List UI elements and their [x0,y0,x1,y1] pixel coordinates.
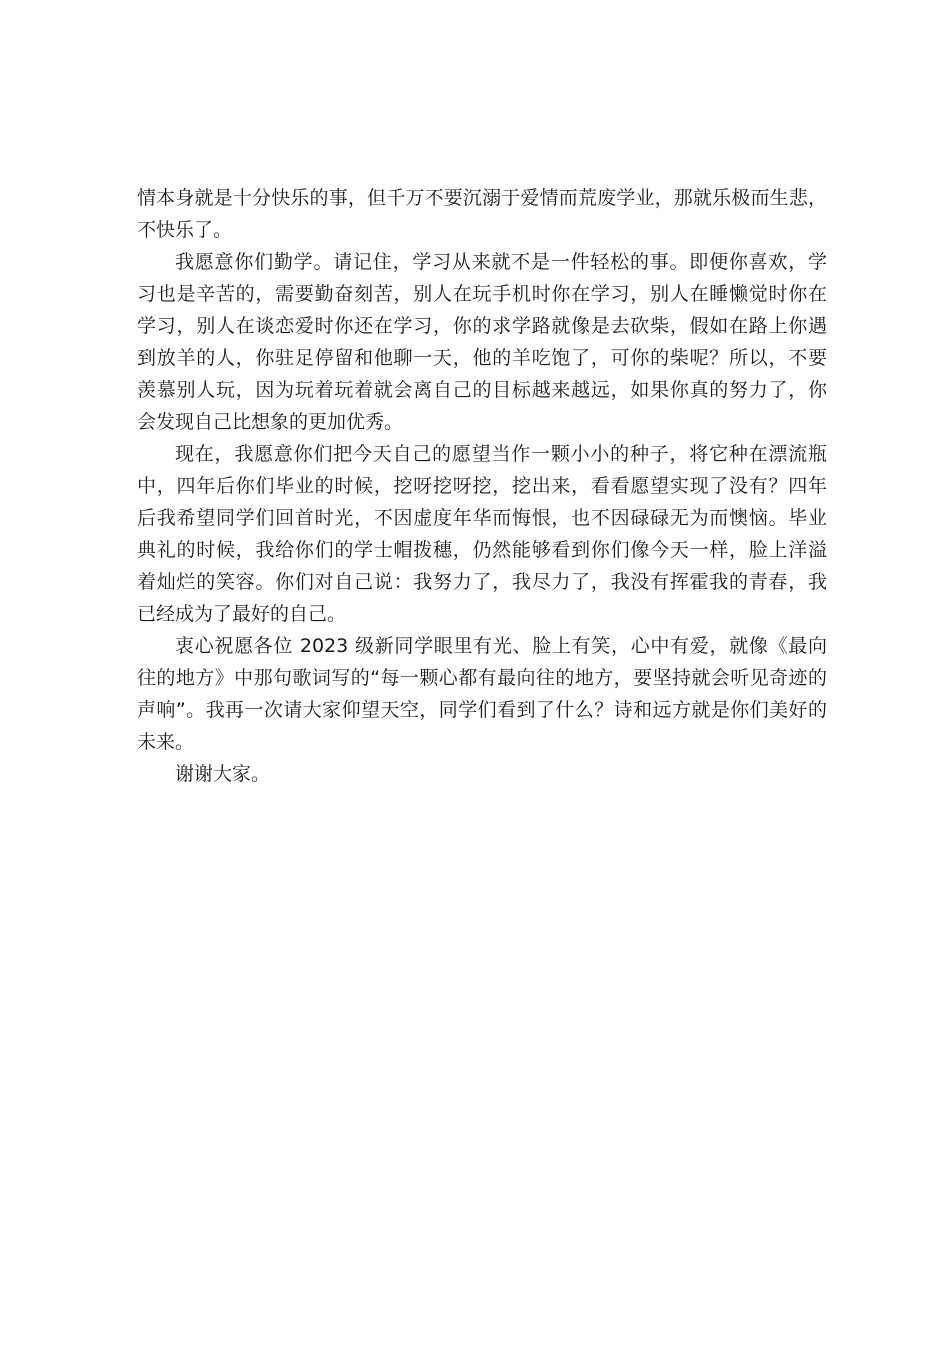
text-line: 已经成为了最好的自己。 [137,603,347,625]
speech-text [137,182,827,790]
text-line: 着灿烂的笑容。你们对自己说：我努力了，我尽力了，我没有挥霍我的青春，我 [137,571,827,593]
text-line: 羡慕别人玩，因为玩着玩着就会离自己的目标越来越远，如果你真的努力了，你 [137,379,827,401]
paragraph-start-line: 现在，我愿意你们把今天自己的愿望当作一颗小小的种子，将它种在漂流瓶 [175,443,827,465]
paragraph-start-line: 衷心祝愿各位 2023 级新同学眼里有光、脸上有笑，心中有爱，就像《最向 [175,635,827,657]
text-line: 情本身就是十分快乐的事，但千万不要沉溺于爱情而荒废学业，那就乐极而生悲， [137,187,827,209]
text-line: 到放羊的人，你驻足停留和他聊一天，他的羊吃饱了，可你的柴呢？所以，不要 [137,347,827,369]
text-line: 典礼的时候，我给你们的学士帽拨穗，仍然能够看到你们像今天一样，脸上洋溢 [137,539,827,561]
closing-line: 谢谢大家。 [175,763,271,785]
text-line: 学习，别人在谈恋爱时你还在学习，你的求学路就像是去砍柴，假如在路上你遇 [137,315,827,337]
text-line: 后我希望同学们回首时光，不因虚度年华而悔恨，也不因碌碌无为而懊恼。毕业 [137,507,827,529]
text-line: 往的地方》中那句歌词写的“每一颗心都有最向往的地方，要坚持就会听见奇迹的 [137,667,827,689]
text-line: 习也是辛苦的，需要勤奋刻苦，别人在玩手机时你在学习，别人在睡懒觉时你在 [137,283,827,305]
text-line: 会发现自己比想象的更加优秀。 [137,411,404,433]
paragraph-start-line: 我愿意你们勤学。请记住，学习从来就不是一件轻松的事。即便你喜欢，学 [175,251,827,273]
text-line: 声响”。我再一次请大家仰望天空，同学们看到了什么？诗和远方就是你们美好的 [137,699,827,721]
text-line: 不快乐了。 [137,219,233,241]
text-line: 中，四年后你们毕业的时候，挖呀挖呀挖，挖出来，看看愿望实现了没有？四年 [137,475,827,497]
text-line: 未来。 [137,731,195,753]
